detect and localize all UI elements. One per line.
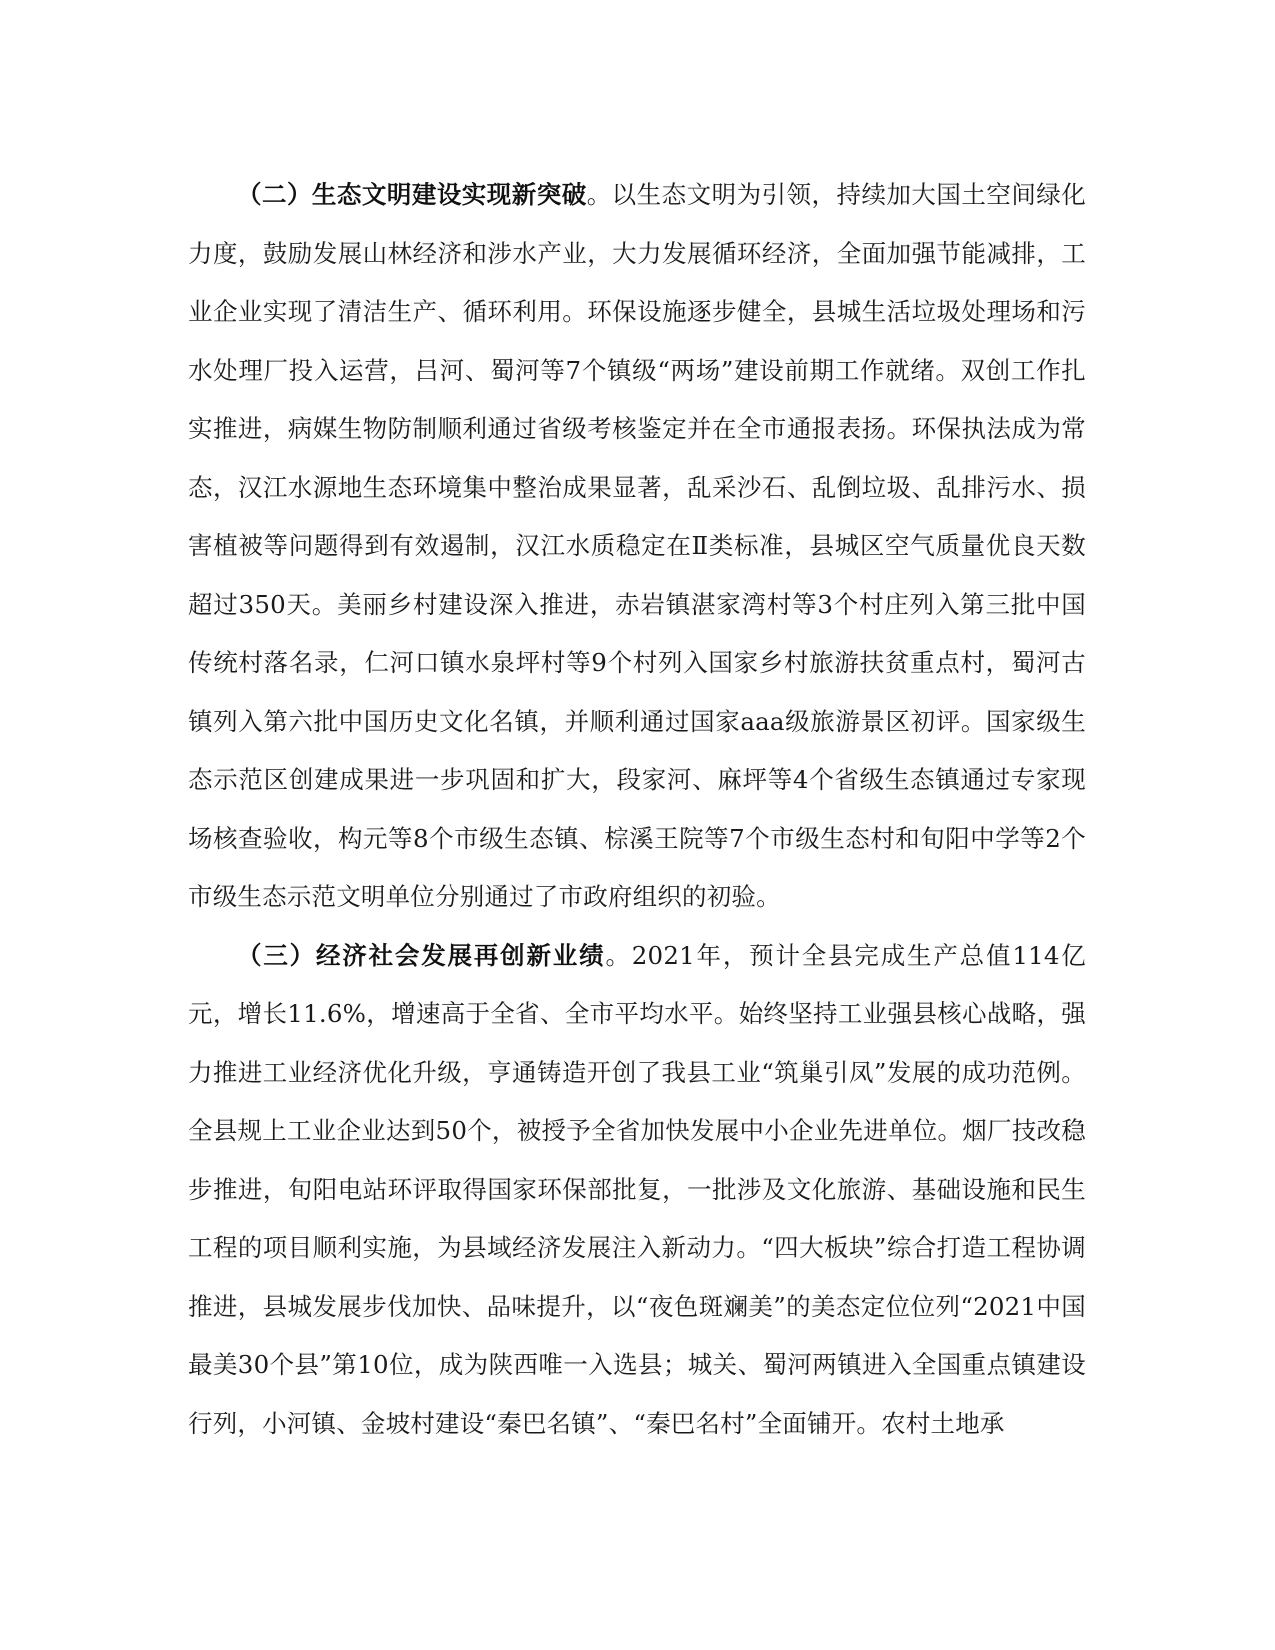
paragraph-text: 。以生态文明为引领，持续加大国土空间绿化力度，鼓励发展山林经济和涉水产业，大力发展循环经济，全面加强节能减排，工业企业实现了清洁生产、循环利用。环保设施逐步健全，县城生活垃圾处理场和污水处理厂投入运营，吕河、蜀河等7个镇级“两场”建设前期工作就绪。双创工作扎实推进，病媒生物防制顺利通过省级考核鉴定并在全市通报表扬。环保执法成为常态，汉江水源地生态环境集中整治成果显著，乱采沙石、乱倒垃圾、乱排污水、损害植被等问题得到有效遏制，汉江水质稳定在Ⅱ类标准，县城区空气质量优良天数超过350天。美丽乡村建设深入推进，赤岩镇湛家湾村等3个村庄列入第三批中国传统村落名录，仁河口镇水泉坪村等9个村列入国家乡村旅游扶贫重点村，蜀河古镇列入第六批中国历史文化名镇，并顺利通过国家aaa级旅游景区初评。国家级生态示范区创建成果进一步巩固和扩大，段家河、麻坪等4个省级生态镇通过专家现场核查验收，构元等8个市级生态镇、棕溪王院等7个市级生态村和旬阳中学等2个市级生态示范文明单位分别通过了市政府组织的初验。 xyxy=(188,180,1086,911)
paragraph-economy xyxy=(188,927,1086,1454)
paragraph-text: 。2021年，预计全县完成生产总值114亿元，增长11.6%，增速高于全省、全市平均水平。始终坚持工业强县核心战略，强力推进工业经济优化升级，亨通铸造开创了我县工业“筑巢引凤”发展的成功范例。全县规上工业企业达到50个，被授予全省加快发展中小企业先进单位。烟厂技改稳步推进，旬阳电站环评取得国家环保部批复，一批涉及文化旅游、基础设施和民生工程的项目顺利实施，为县域经济发展注入新动力。“四大板块”综合打造工程协调推进，县城发展步伐加快、品味提升，以“夜色斑斓美”的美态定位位列“2021中国最美30个县”第10位，成为陕西唯一入选县；城关、蜀河两镇进入全国重点镇建设行列，小河镇、金坡村建设“秦巴名镇”、“秦巴名村”全面铺开。农村土地承 xyxy=(188,940,1086,1438)
document-body xyxy=(188,166,1086,1453)
paragraph-heading: （三）经济社会发展再创新业绩 xyxy=(237,940,606,970)
paragraph-heading: （二）生态文明建设实现新突破 xyxy=(237,180,587,209)
paragraph-ecology xyxy=(188,166,1086,927)
